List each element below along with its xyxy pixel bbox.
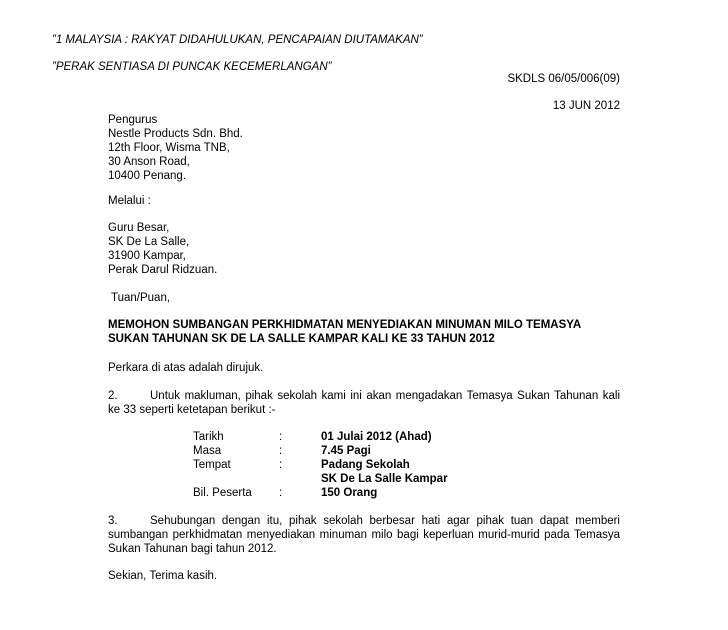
salutation: Tuan/Puan, bbox=[111, 292, 171, 304]
motto-line-1: ”1 MALAYSIA : RAKYAT DIDAHULUKAN, PENCAPAIAN DIUTAMAKAN” bbox=[52, 34, 423, 46]
address-line: Guru Besar, bbox=[108, 222, 170, 234]
details-value: 01 Julai 2012 (Ahad) bbox=[321, 431, 432, 443]
recipient-address bbox=[108, 113, 243, 183]
address-line: Perak Darul Ridzuan. bbox=[108, 264, 218, 276]
paragraph-number: 2. bbox=[108, 390, 118, 402]
address-line: SK De La Salle, bbox=[108, 236, 190, 248]
paragraph-number: 3. bbox=[108, 515, 118, 527]
subject-line-1: MEMOHON SUMBANGAN PERKHIDMATAN MENYEDIAKAN MINUMAN MILO TEMASYA bbox=[108, 319, 582, 331]
reference-number: SKDLS 06/05/006(09) bbox=[507, 73, 620, 85]
details-label: Tempat bbox=[193, 459, 231, 471]
paragraph-2 bbox=[108, 389, 620, 417]
via-label: Melalui : bbox=[108, 195, 151, 207]
details-separator: : bbox=[279, 459, 283, 471]
details-value: 7.45 Pagi bbox=[321, 445, 371, 457]
address-line: 12th Floor, Wisma TNB, bbox=[108, 142, 230, 154]
closing: Sekian, Terima kasih. bbox=[108, 570, 218, 582]
details-separator: : bbox=[279, 431, 283, 443]
address-line: 30 Anson Road, bbox=[108, 156, 190, 168]
via-address bbox=[108, 221, 217, 277]
details-value: 150 Orang bbox=[321, 487, 378, 499]
details-separator: : bbox=[279, 445, 283, 457]
intro-paragraph: Perkara di atas adalah dirujuk. bbox=[108, 362, 264, 374]
address-line: 10400 Penang. bbox=[108, 170, 187, 182]
address-line: Pengurus bbox=[108, 114, 158, 126]
details-label: Bil. Peserta bbox=[193, 487, 252, 499]
address-line: Nestle Products Sdn. Bhd. bbox=[108, 128, 243, 140]
letter-date: 13 JUN 2012 bbox=[552, 100, 620, 112]
details-separator: : bbox=[279, 487, 283, 499]
subject bbox=[108, 318, 581, 346]
details-label: Tarikh bbox=[193, 431, 224, 443]
subject-line-2: SUKAN TAHUNAN SK DE LA SALLE KAMPAR KALI KE 33 TAHUN 2012 bbox=[108, 333, 495, 345]
details-value: Padang Sekolah bbox=[321, 459, 410, 471]
details-label: Masa bbox=[193, 445, 222, 457]
details-value: SK De La Salle Kampar bbox=[321, 473, 448, 485]
address-line: 31900 Kampar, bbox=[108, 250, 187, 262]
motto-line-2: ”PERAK SENTIASA DI PUNCAK KECEMERLANGAN” bbox=[52, 61, 332, 73]
paragraph-3 bbox=[108, 514, 620, 556]
paragraph-text: Untuk makluman, pihak sekolah kami ini akan mengadakan Temasya Sukan Tahunan kali ke 33 seperti ketetapan berikut :- bbox=[108, 390, 620, 416]
paragraph-text: Sehubungan dengan itu, pihak sekolah berbesar hati agar pihak tuan dapat memberi sumbangan perkhidmatan menyediakan minuman milo bagi keperluan murid-murid pada Temasya Sukan Tahunan bagi tahun 2012. bbox=[108, 515, 620, 555]
